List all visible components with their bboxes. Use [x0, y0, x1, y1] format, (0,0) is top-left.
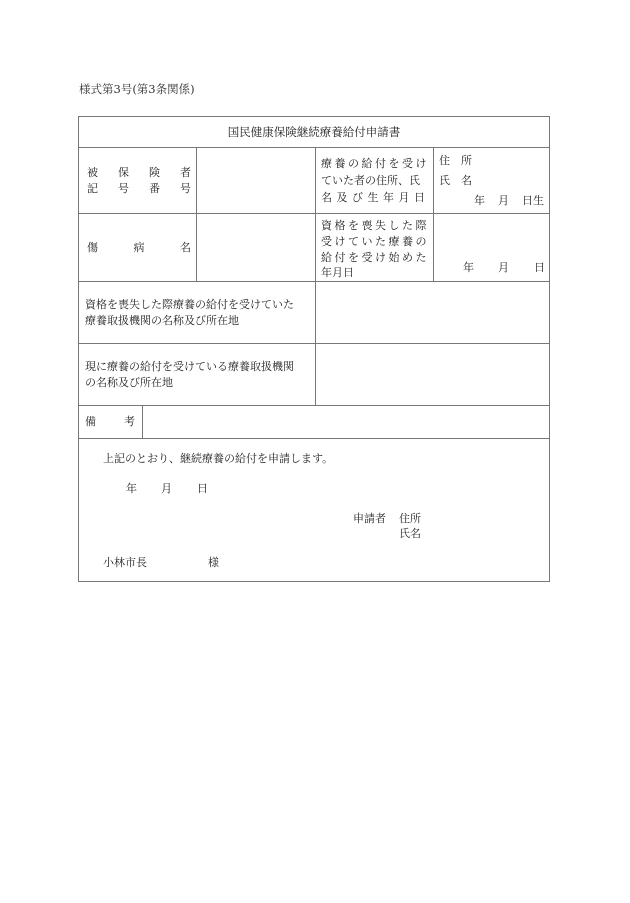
insured-label-line1 [87, 165, 191, 181]
prev-institution-label-line1: 資格を喪失した際療養の給付を受けていた [85, 298, 294, 311]
label-char: 号 [180, 182, 191, 195]
applicant-label: 申請者 [353, 512, 386, 525]
start-date-label-line2: 受けていた療養の [321, 235, 429, 248]
label-char: 記 [87, 182, 98, 195]
divider [79, 147, 549, 148]
label-char: 考 [124, 415, 135, 428]
label-char: 傷 [87, 241, 98, 254]
start-year-label: 年 [463, 261, 474, 274]
recipient-address-label: 住 所 [439, 154, 472, 167]
divider [433, 147, 434, 281]
start-date-label-line4: 年月日 [321, 266, 354, 279]
label-char: 者 [180, 166, 191, 179]
honorific: 様 [208, 556, 219, 569]
recipient-address-field[interactable] [474, 151, 546, 169]
divider [79, 438, 549, 439]
start-date-label-line3: 給付を受け始めた [321, 251, 429, 264]
declaration-year-label: 年 [126, 482, 137, 495]
declaration-day-label: 日 [197, 482, 208, 495]
prev-institution-field[interactable] [316, 282, 549, 343]
birth-day-label: 日生 [522, 194, 544, 207]
current-institution-label-line2: の名称及び所在地 [85, 376, 173, 389]
label-char: 備 [85, 415, 96, 428]
recipient-label-line2: ていた者の住所、氏 [321, 174, 420, 187]
form-title: 国民健康保険継続療養給付申請書 [227, 125, 401, 139]
recipient-name-label: 氏 名 [439, 174, 472, 187]
birth-month-label: 月 [498, 194, 509, 207]
label-char: 名 [180, 241, 191, 254]
applicant-name-field[interactable] [425, 524, 543, 542]
start-date-label-line1: 資格を喪失した際 [321, 219, 429, 232]
form-number: 様式第3号(第3条関係) [79, 82, 195, 96]
start-month-label: 月 [498, 261, 509, 274]
label-char: 険 [149, 166, 160, 179]
start-day-label: 日 [534, 261, 545, 274]
recipient-label-line3: 名及び生年月日 [321, 191, 430, 204]
declaration-month-label: 月 [161, 482, 172, 495]
label-char: 病 [133, 241, 145, 254]
applicant-name-label: 氏名 [399, 527, 421, 540]
label-char: 番 [149, 182, 160, 195]
applicant-address-label: 住所 [399, 512, 421, 525]
recipient-label-line1: 療養の給付を受け [321, 157, 429, 170]
current-institution-field[interactable] [316, 344, 549, 405]
addressee: 小林市長 [103, 556, 147, 569]
declaration-statement: 上記のとおり、継続療養の給付を申請します。 [103, 452, 334, 465]
label-char: 被 [87, 166, 98, 179]
illness-name-field[interactable] [197, 214, 314, 281]
remarks-field[interactable] [143, 406, 549, 438]
application-form-table [78, 116, 550, 582]
label-char: 号 [118, 182, 129, 195]
divider [79, 213, 549, 214]
prev-institution-label-line2: 療養取扱機関の名称及び所在地 [85, 314, 239, 327]
current-institution-label-line1: 現に療養の給付を受けている療養取扱機関 [85, 360, 294, 373]
illness-label [87, 240, 191, 256]
label-char: 保 [118, 166, 129, 179]
insured-label-line2 [87, 181, 191, 197]
insured-number-field[interactable] [197, 148, 314, 213]
recipient-name-field[interactable] [474, 171, 546, 189]
birth-year-label: 年 [474, 194, 485, 207]
remarks-label [85, 414, 135, 430]
